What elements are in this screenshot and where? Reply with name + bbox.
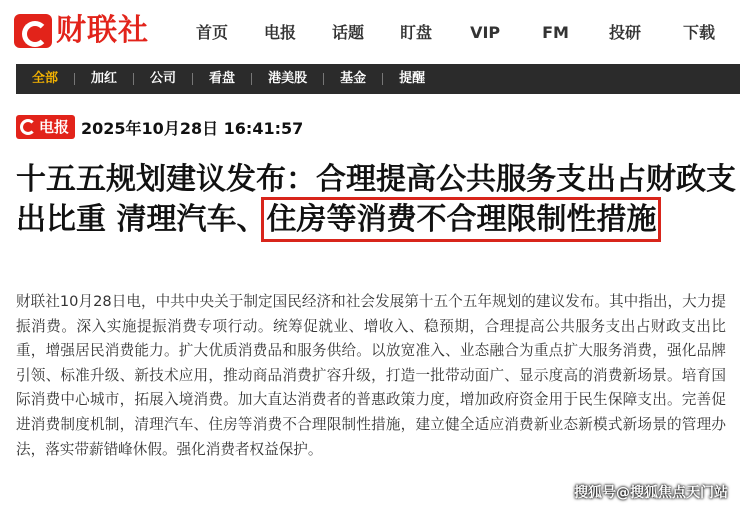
article-body: 财联社10月28日电，中共中央关于制定国民经济和社会发展第十五个五年规划的建议发布。其中指出，大力提振消费。深入实施提振消费专项行动。统筹促就业、增收入、稳预期，合理提高公共服务支出占财政支出比重，增强居民消费能力。扩大优质消费品和服务供给。以放宽准入、业态融合为重点扩大服务消费，强化品牌引领、标准升级、新技术应用，推动商品消费扩容升级，打造一批带动面广、显示度高的消费新场景。培育国际消费中心城市，拓展入境消费。加大直达消费者的普惠政策力度，增加政府资金用于民生保障支出。完善促进消费制度机制，清理汽车、住房等消费不合理限制性措施，建立健全适应消费新业态新模式新场景的管理办法，落实带薪错峰休假。强化消费者权益保护。 (16, 293, 726, 458)
c-logo-icon (20, 119, 36, 135)
article-timestamp: 2025年10月28日 16:41:57 (81, 118, 304, 138)
headline-highlight: 住房等消费不合理限制性措施 (266, 202, 657, 237)
topnav-item-5[interactable]: FM (542, 23, 569, 42)
subnav-item-0[interactable]: 全部 (32, 71, 59, 86)
site-header (0, 0, 740, 62)
sub-nav (16, 64, 740, 94)
logo-c-icon (14, 14, 52, 48)
topnav-item-3[interactable]: 盯盘 (400, 23, 433, 42)
telegraph-badge (16, 115, 75, 139)
subnav-item-6[interactable]: 提醒 (399, 71, 426, 86)
topnav-item-2[interactable]: 话题 (332, 23, 365, 42)
subnav-item-4[interactable]: 港美股 (268, 71, 308, 86)
topnav-item-1[interactable]: 电报 (264, 23, 297, 42)
subnav-item-2[interactable]: 公司 (150, 71, 177, 86)
subnav-item-5[interactable]: 基金 (340, 71, 367, 86)
article-headline (16, 160, 736, 240)
topnav-item-7[interactable]: 下载 (683, 23, 716, 42)
topnav-item-0[interactable]: 首页 (196, 23, 229, 42)
site-logo[interactable] (14, 14, 149, 48)
topnav-item-4[interactable]: VIP (470, 23, 501, 42)
watermark: 搜狐号@搜狐焦点天门站 (574, 485, 728, 501)
telegraph-badge-label: 电报 (39, 118, 70, 136)
topnav-item-6[interactable]: 投研 (608, 23, 641, 42)
top-nav (196, 22, 715, 44)
subnav-item-3[interactable]: 看盘 (209, 71, 236, 86)
headline-text: 十五五规划建议发布：合理提高公共服务支出占财政支出比重 清理汽车、 (16, 162, 736, 237)
logo-text: 财联社 (56, 13, 149, 48)
subnav-item-1[interactable]: 加红 (91, 71, 118, 86)
article-meta (16, 115, 303, 139)
